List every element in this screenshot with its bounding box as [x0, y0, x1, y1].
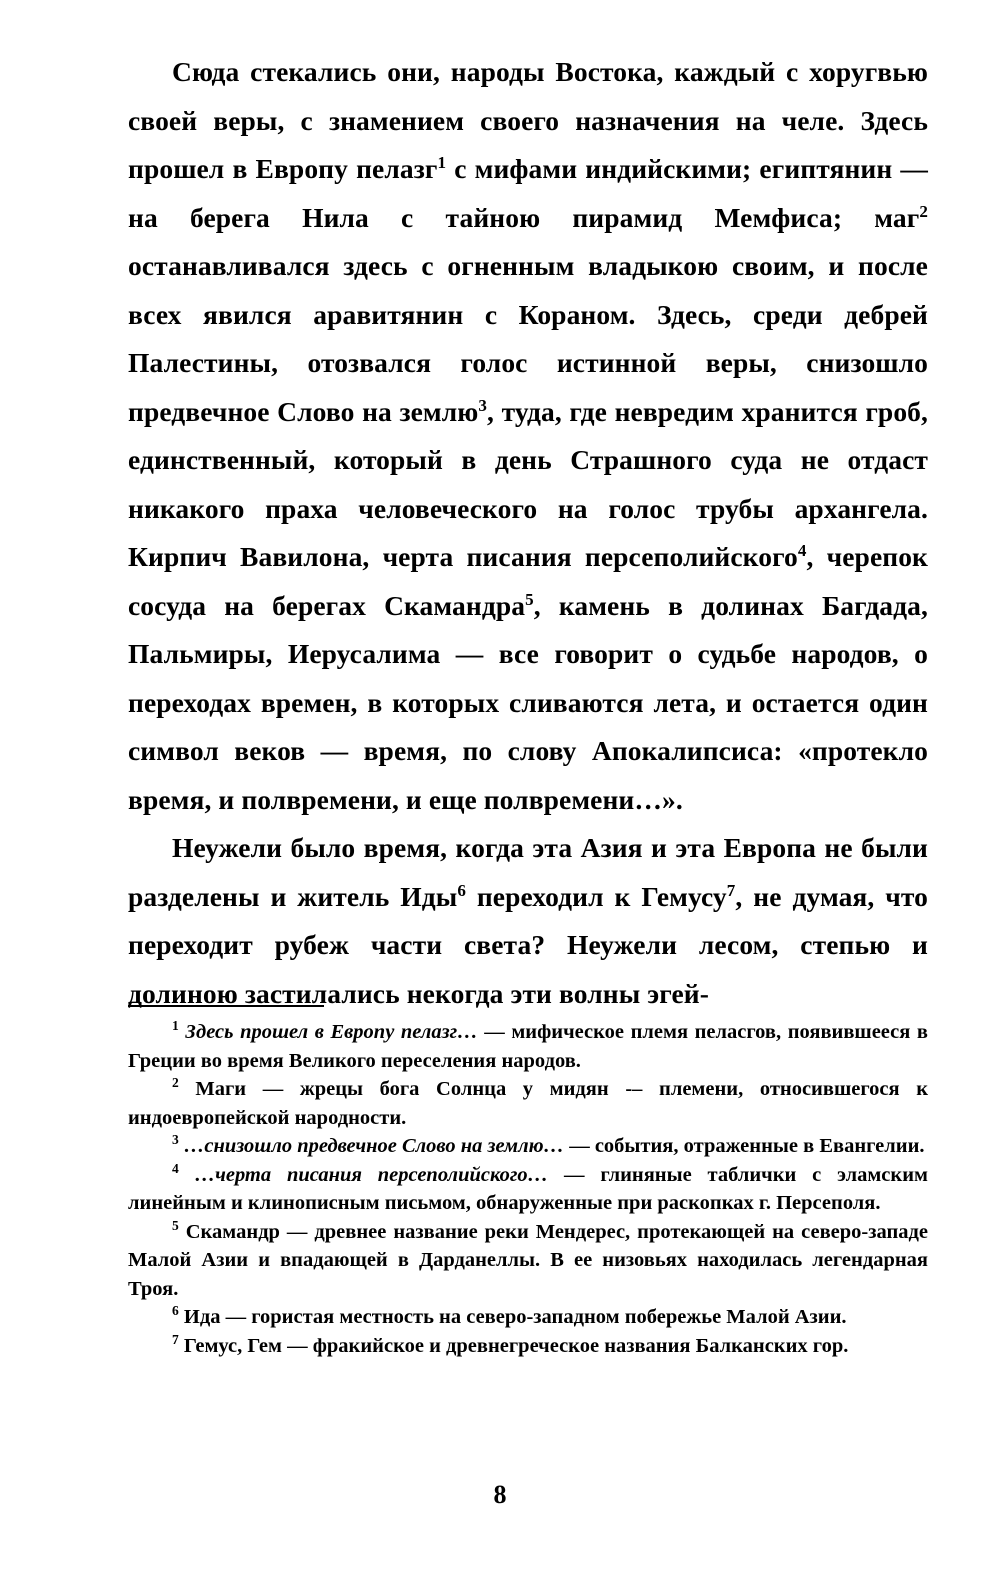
footnote-ref[interactable]: 6 [457, 880, 466, 900]
text-run: , черепок сосуда на берегах Скамандра [128, 541, 928, 621]
footnote-marker: 2 [172, 1075, 179, 1091]
text-run: Гемус, Гем — фракийское и древнегреческое названия Балканских гор. [183, 1334, 849, 1357]
text-run: переходил к Гемусу [465, 880, 727, 912]
footnote-marker: 1 [172, 1018, 179, 1034]
footnote-marker: 7 [172, 1331, 179, 1347]
footnote [128, 1218, 928, 1304]
text-run: — глиняные таблички с эламским линейным и клинописным письмом, обнаруженные при раскопках г. Персеполя. [128, 1163, 928, 1214]
footnote [128, 1303, 928, 1332]
emphasis-text: Здесь прошел в Европу пелазг… [185, 1021, 478, 1043]
paragraph-1 [128, 48, 928, 824]
footnotes-block [128, 1018, 928, 1360]
text-run: — мифическое племя пеласгов, появившееся в Греции во время Великого переселения народов. [128, 1021, 928, 1072]
text-run: останавливался здесь с огненным владыкою своим, и после всех явился аравитянин с Кораном. Здесь, среди дебрей Палестины, отозвался голос истинной веры, снизошло предвечное Слово на землю [128, 250, 928, 427]
text-run: — события, отраженные в Евангелии. [564, 1135, 925, 1157]
footnote [128, 1161, 928, 1218]
footnote-ref[interactable]: 7 [726, 880, 736, 900]
text-run: , не думая, что переходит рубеж части света? Неужели лесом, степью и долиною застилались некогда эти волны эгей- [128, 880, 928, 1009]
footnote-ref[interactable]: 3 [478, 395, 488, 415]
paragraph-2 [128, 824, 928, 1018]
footnote-ref[interactable]: 1 [437, 152, 447, 172]
footnote-ref[interactable]: 2 [919, 201, 928, 221]
body-text-block [128, 48, 928, 1018]
text-run: Ида — гористая местность на северо-западном побережье Малой Азии. [183, 1306, 847, 1328]
text-run: Сюда стекались они, народы Востока, каждый с хоругвью своей веры, с знамением своего назначения на челе. Здесь прошел в Европу пелазг [128, 56, 928, 184]
emphasis-text: …снизошло предвечное Слово на землю… [183, 1135, 565, 1157]
text-run: Маги — жрецы бога Солнца у мидян -– племени, относившегося к индоевропейской народности. [128, 1078, 929, 1129]
footnote-marker: 3 [172, 1132, 179, 1148]
text-run: с мифами индийскими; египтянин — на берега Нила с тайною пирамид Мемфиса; маг [128, 153, 928, 233]
footnote [128, 1075, 928, 1132]
emphasis-text: …черта писания персеполийского… [194, 1163, 549, 1186]
footnote [128, 1018, 928, 1075]
footnote-ref[interactable]: 5 [525, 589, 534, 609]
footnote-marker: 6 [172, 1303, 179, 1319]
page-number: 8 [493, 1480, 507, 1509]
footnote-marker: 4 [172, 1160, 179, 1176]
footnote-ref[interactable]: 4 [797, 540, 807, 560]
text-run: , камень в долинах Багдада, Пальмиры, Иерусалима — все говорит о судьбе народов, о переходах времен, в которых сливаются лета, и остается один символ веков — время, по слову Апокалипсиса: «протекло время, и полвремени, и еще полвремени…». [128, 589, 928, 815]
text-run: Скамандр — древнее название реки Мендерес, протекающей на северо-западе Малой Азии и впадающей в Дарданеллы. В ее низовьях находилась легендарная Троя. [128, 1220, 929, 1300]
footnote [128, 1332, 928, 1361]
text-run: , туда, где невредим хранится гроб, единственный, который в день Страшного суда не отдаст никакого праха человеческого на голос трубы архангела. Кирпич Вавилона, черта писания персеполийского [128, 395, 928, 572]
text-run: Неужели было время, когда эта Азия и эта Европа не были разделены и житель Иды [128, 832, 928, 912]
footnote-marker: 5 [172, 1217, 179, 1233]
footnote [128, 1132, 928, 1161]
footnote-separator-rule [128, 1005, 324, 1007]
